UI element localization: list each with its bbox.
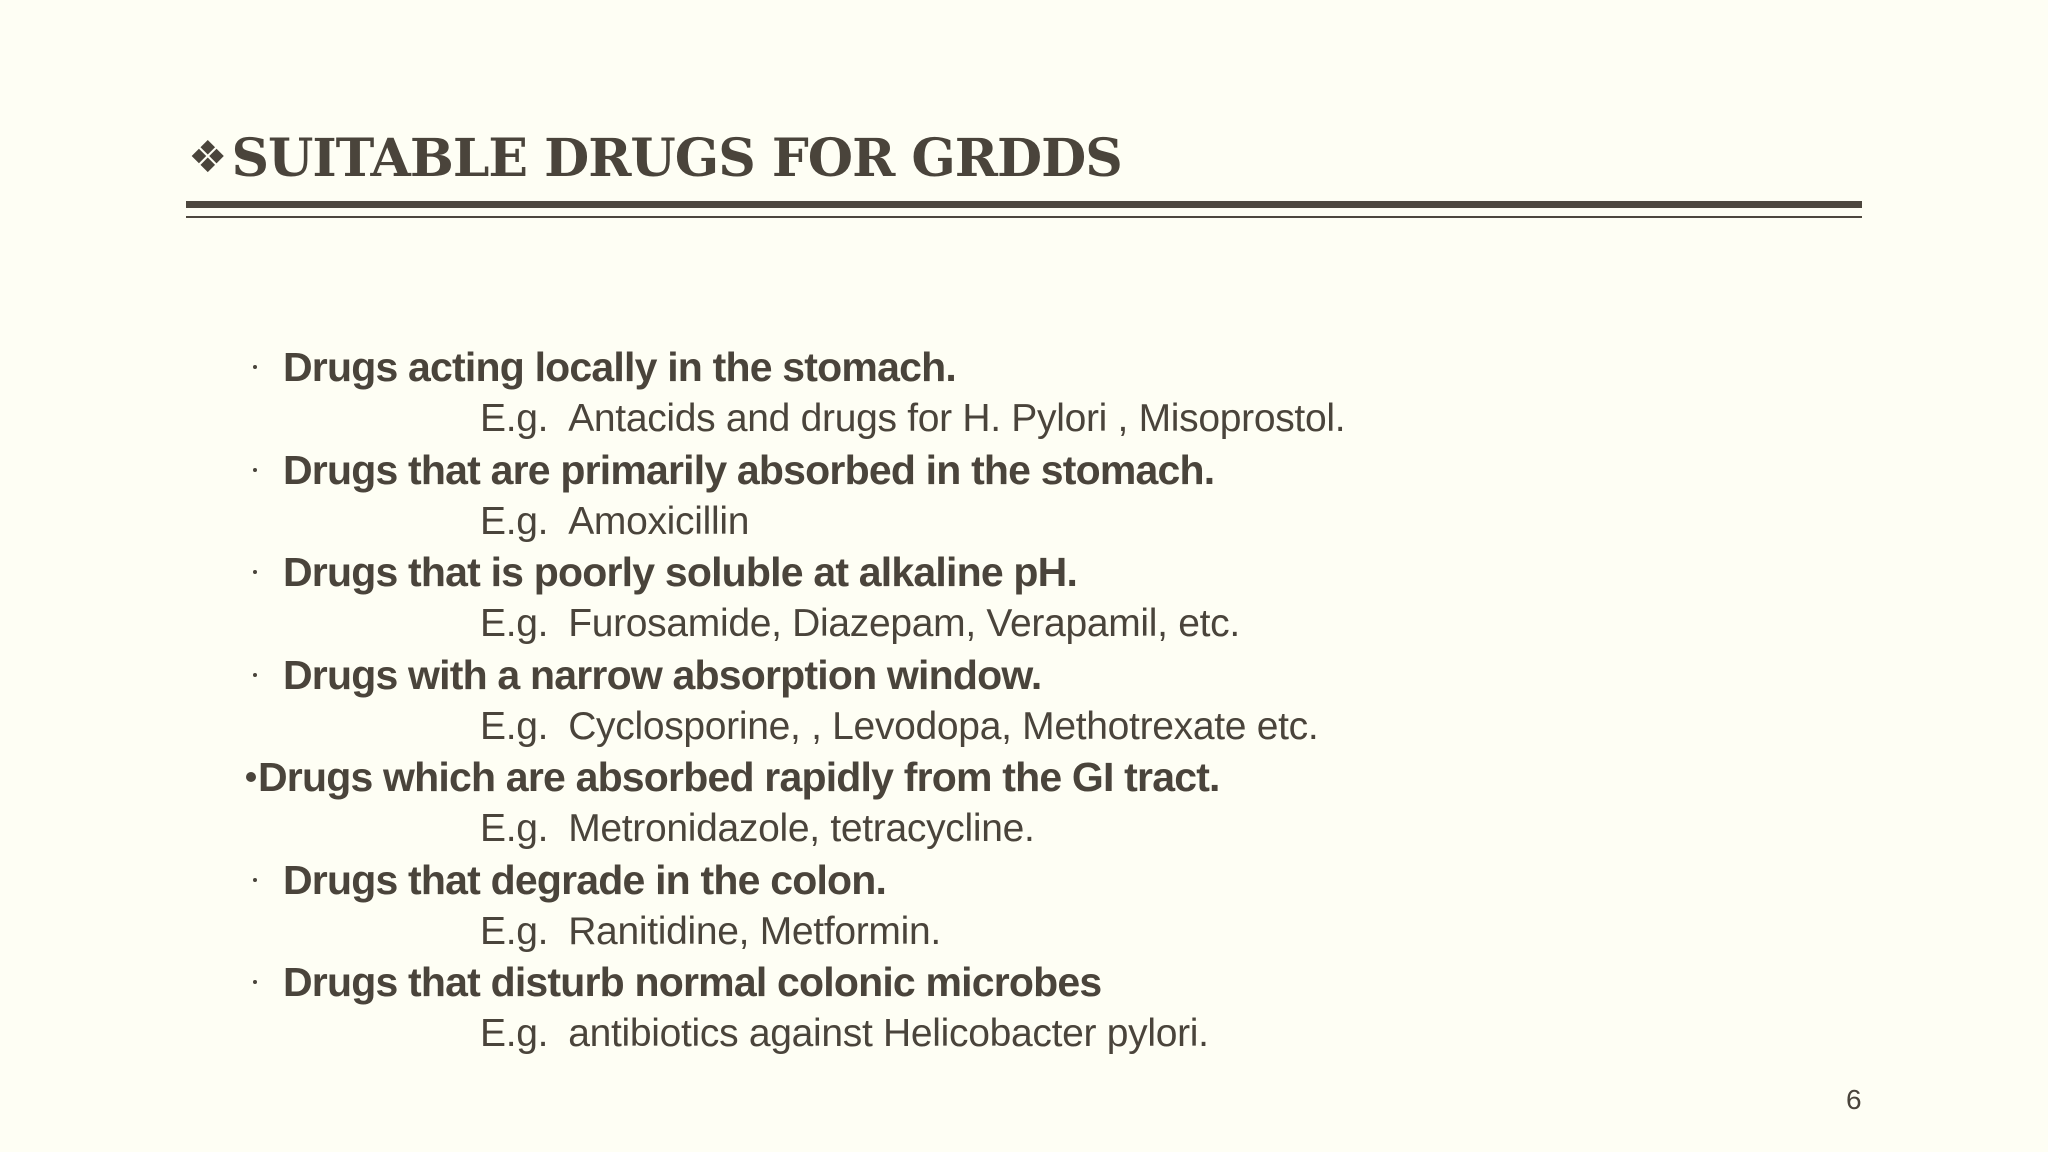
eg-prefix: E.g.	[480, 910, 549, 953]
bullet-example: Furosamide, Diazepam, Verapamil, etc.	[568, 602, 1240, 645]
bullet-example: Amoxicillin	[568, 500, 750, 543]
bullet-dot-icon	[253, 673, 257, 677]
bullet-dot-icon	[253, 570, 257, 574]
eg-prefix: E.g.	[480, 397, 549, 440]
list-item	[0, 854, 941, 958]
bullet-dot-icon	[253, 468, 257, 472]
bullet-heading: Drugs with a narrow absorption window.	[283, 651, 1042, 698]
bullet-example: Antacids and drugs for H. Pylori , Misoprostol.	[568, 397, 1346, 440]
bullet-heading: Drugs that are primarily absorbed in the stomach.	[283, 446, 1215, 493]
bullet-heading: Drugs that degrade in the colon.	[283, 856, 887, 903]
page-number: 6	[1846, 1084, 1862, 1115]
bullet-dot-icon	[246, 772, 256, 782]
bullet-example: Cyclosporine, , Levodopa, Methotrexate etc.	[568, 705, 1319, 748]
bullet-heading: Drugs acting locally in the stomach.	[283, 343, 956, 390]
bullet-example: antibiotics against Helicobacter pylori.	[568, 1012, 1209, 1055]
diamond-bullet-icon: ❖	[188, 132, 228, 183]
bullet-heading: Drugs that is poorly soluble at alkaline pH.	[283, 548, 1078, 595]
slide-title-text: SUITABLE DRUGS FOR GRDDS	[231, 127, 1122, 189]
list-item	[0, 751, 1220, 855]
eg-prefix: E.g.	[480, 500, 549, 543]
list-item	[0, 341, 1345, 445]
list-item	[0, 444, 1214, 548]
eg-prefix: E.g.	[480, 705, 549, 748]
bullet-example: Ranitidine, Metformin.	[568, 910, 941, 953]
list-item	[0, 956, 1209, 1060]
eg-prefix: E.g.	[480, 1012, 549, 1055]
bullet-example: Metronidazole, tetracycline.	[568, 807, 1035, 850]
bullet-dot-icon	[253, 980, 257, 984]
bullet-dot-icon	[253, 365, 257, 369]
bullet-dot-icon	[253, 878, 257, 882]
bullet-heading: Drugs which are absorbed rapidly from the GI tract.	[258, 753, 1220, 800]
list-item	[0, 649, 1318, 753]
bullet-heading: Drugs that disturb normal colonic microbes	[283, 958, 1102, 1005]
list-item	[0, 546, 1240, 650]
eg-prefix: E.g.	[480, 602, 549, 645]
eg-prefix: E.g.	[480, 807, 549, 850]
